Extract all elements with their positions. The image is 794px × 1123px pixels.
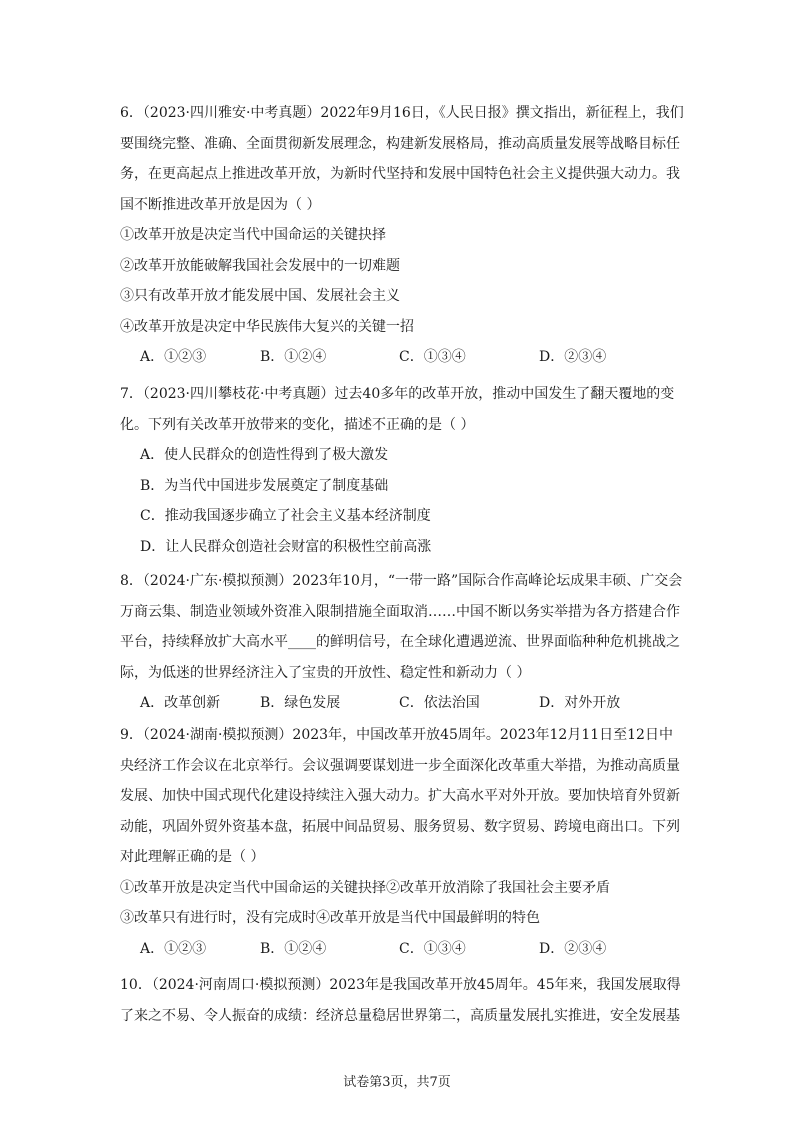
question-8-option-b: B．绿色发展 xyxy=(260,695,341,711)
question-9-stem-line-2: 央经济工作会议在北京举行。会议强调要谋划进一步全面深化改革重大举措，为推动高质量 xyxy=(120,757,680,774)
question-9-statement-1: ①改革开放是决定当代中国命运的关键抉择②改革开放消除了我国社会主要矛盾 xyxy=(120,879,610,896)
question-9-options xyxy=(120,934,676,965)
question-9-stem-line-3: 发展、加快中国式现代化建设持续注入强大动力。扩大高水平对外开放。要加快培育外贸新 xyxy=(120,788,680,804)
question-10-stem-line-1: 10．（2024·河南周口·模拟预测）2023年是我国改革开放45周年。45年来，我国发展取得 xyxy=(120,977,681,993)
question-9-stem-line-5: 对此理解正确的是（ ） xyxy=(120,849,265,865)
question-6-statement-3: ③只有改革开放才能发展中国、发展社会主义 xyxy=(120,288,400,304)
question-6-options xyxy=(120,342,676,373)
question-6-stem-line-1: 6．（2023·四川雅安·中考真题）2022年9月16日，《人民日报》撰文指出，新征程上，我们 xyxy=(120,105,684,121)
question-9-option-b: B．①②④ xyxy=(260,940,327,957)
question-9-stem-line-4: 动能，巩固外贸外资基本盘，拓展中间品贸易、服务贸易、数字贸易、跨境电商出口。下列 xyxy=(120,818,680,835)
page-footer: 试卷第3页，共7页 xyxy=(343,1075,451,1090)
question-7-stem-line-1: 7．（2023·四川攀枝花·中考真题）过去40多年的改革开放，推动中国发生了翻天覆地的变 xyxy=(120,386,675,402)
question-10 xyxy=(120,970,681,1031)
question-6-statement-4: ④改革开放是决定中华民族伟大复兴的关键一招 xyxy=(120,318,414,335)
question-6-stem-line-3: 务，在更高起点上推进改革开放，为新时代坚持和发展中国特色社会主义提供强大动力。我 xyxy=(120,166,680,182)
question-8-stem-line-3: 平台，持续释放扩大高水平____的鲜明信号，在全球化遭遇逆流、世界面临种种危机挑战之 xyxy=(120,634,680,650)
question-7-option-a: A．使人民群众的创造性得到了极大激发 xyxy=(140,447,389,463)
question-8-stem-line-4: 际，为低迷的世界经济注入了宝贵的开放性、稳定性和新动力（ ） xyxy=(120,664,531,681)
question-8-option-a: A．改革创新 xyxy=(140,695,221,711)
question-9-option-a: A．①②③ xyxy=(140,940,207,957)
question-9-option-c: C．①③④ xyxy=(399,940,466,957)
question-6-stem-line-2: 要围绕完整、准确、全面贯彻新发展理念，构建新发展格局，推动高质量发展等战略目标任 xyxy=(120,135,680,152)
question-9-statement-2: ③改革只有进行时，没有完成时④改革开放是当代中国最鲜明的特色 xyxy=(120,910,540,926)
question-8-option-d: D．对外开放 xyxy=(539,695,621,711)
question-6 xyxy=(120,98,684,373)
question-7-stem-line-2: 化。下列有关改革开放带来的变化，描述不正确的是（ ） xyxy=(120,416,475,433)
question-9 xyxy=(120,720,680,964)
question-9-option-d: D．②③④ xyxy=(539,940,607,957)
question-7-option-b: B．为当代中国进步发展奠定了制度基础 xyxy=(140,477,389,494)
question-8-option-c: C．依法治国 xyxy=(399,695,480,711)
question-6-stem-line-4: 国不断推进改革开放是因为（ ） xyxy=(120,196,321,213)
question-6-option-c: C．①③④ xyxy=(399,349,466,365)
question-6-statement-1: ①改革开放是决定当代中国命运的关键抉择 xyxy=(120,227,386,243)
question-7 xyxy=(120,379,676,562)
question-7-option-c: C．推动我国逐步确立了社会主义基本经济制度 xyxy=(140,508,431,524)
question-6-statement-2: ②改革开放能破解我国社会发展中的一切难题 xyxy=(120,257,400,274)
question-8-options xyxy=(120,688,676,719)
question-6-option-a: A．①②③ xyxy=(140,349,207,365)
question-8 xyxy=(120,566,683,719)
question-10-stem-line-2: 了来之不易、令人振奋的成绩：经济总量稳居世界第二，高质量发展扎实推进，安全发展基 xyxy=(120,1007,680,1024)
question-7-option-d: D．让人民群众创造社会财富的积极性空前高涨 xyxy=(140,538,432,555)
question-6-option-b: B．①②④ xyxy=(260,349,327,365)
question-9-stem-line-1: 9．（2024·湖南·模拟预测）2023年，中国改革开放45周年。2023年12月11日至12日中 xyxy=(120,727,673,743)
question-8-stem-line-2: 万商云集、制造业领域外资准入限制措施全面取消……中国不断以务实举措为各方搭建合作 xyxy=(120,603,680,620)
question-6-option-d: D．②③④ xyxy=(539,349,607,365)
question-8-stem-line-1: 8．（2024·广东·模拟预测）2023年10月，“一带一路”国际合作高峰论坛成果丰硕、广交会 xyxy=(120,573,683,589)
